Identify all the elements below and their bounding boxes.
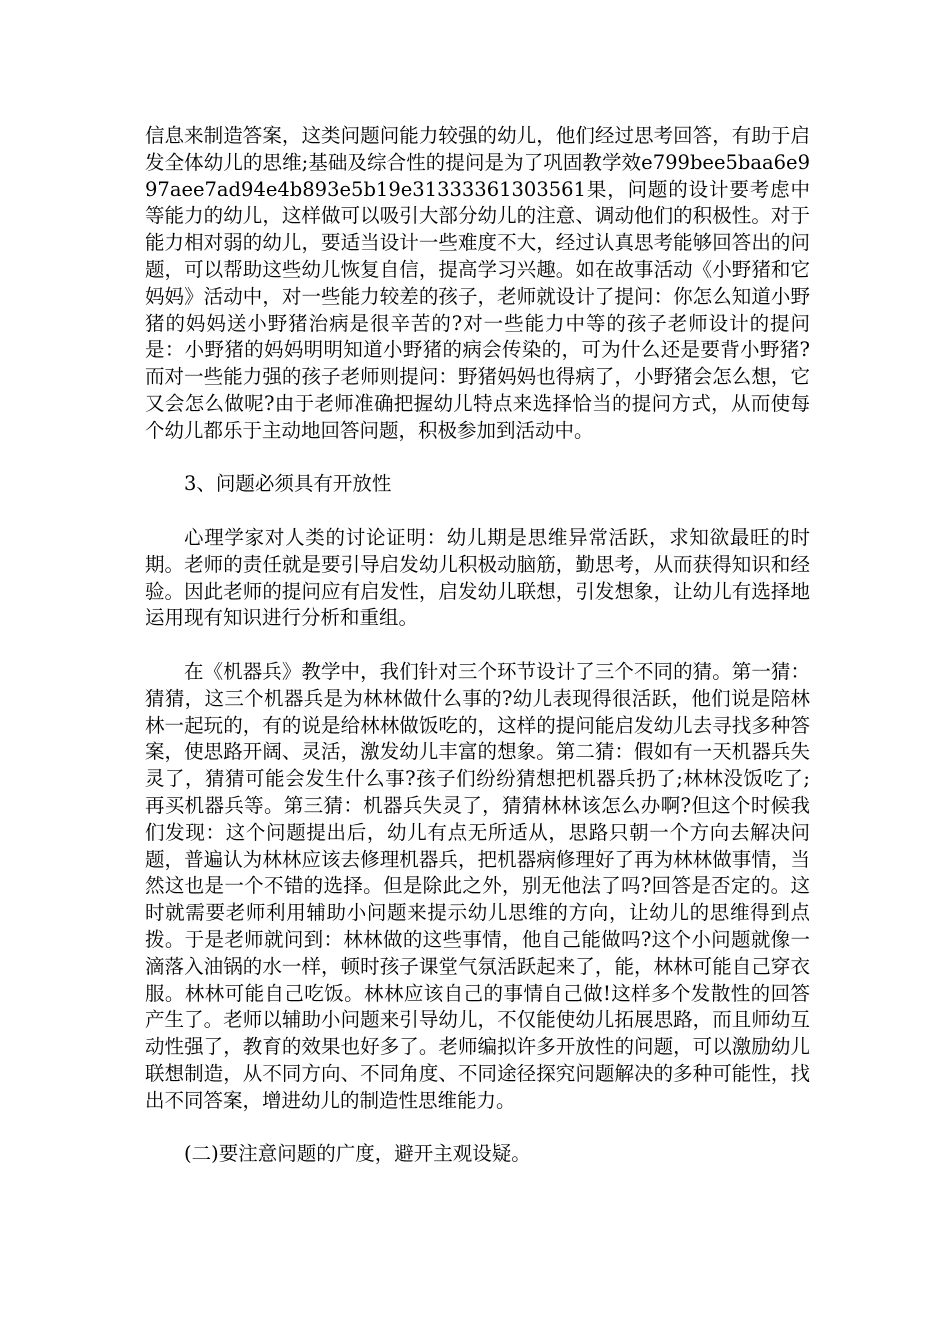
document-page <box>145 123 810 1195</box>
section-heading-2: (二)要注意问题的广度，避开主观设疑。 <box>184 1142 531 1166</box>
body-paragraph-3: 在《机器兵》教学中，我们针对三个环节设计了三个不同的猜。第一猜：猜猜，这三个机器兵是为林林做什么事的?幼儿表现得很活跃，他们说是陪林林一起玩的，有的说是给林林做饭吃的，这样的提问能启发幼儿去寻找多种答案，使思路开阔、灵活，激发幼儿丰富的想象。第二猜：假如有一天机器兵失灵了，猜猜可能会发生什么事?孩子们纷纷猜想把机器兵扔了;林林没饭吃了;再买机器兵等。第三猜：机器兵失灵了，猜猜林林该怎么办啊?但这个时候我们发现：这个问题提出后，幼儿有点无所适从，思路只朝一个方向去解决问题，普遍认为林林应该去修理机器兵，把机器病修理好了再为林林做事情，当然这也是一个不错的选择。但是除此之外，别无他法了吗?回答是否定的。这时就需要老师利用辅助小问题来提示幼儿思维的方向，让幼儿的思维得到点拨。于是老师就问到：林林做的这些事情，他自己能做吗?这个小问题就像一滴落入油锅的水一样，顿时孩子课堂气氛活跃起来了，能，林林可能自己穿衣服。林林可能自己吃饭。林林应该自己的事情自己做!这样多个发散性的回答产生了。老师以辅助小问题来引导幼儿，不仅能使幼儿拓展思路，而且师幼互动性强了，教育的效果也好多了。老师编拟许多开放性的问题，可以激励幼儿联想制造，从不同方向、不同角度、不同途径探究问题解决的多种可能性，找出不同答案，增进幼儿的制造性思维能力。 <box>145 659 810 1112</box>
body-paragraph-1: 信息来制造答案，这类问题问能力较强的幼儿，他们经过思考回答，有助于启发全体幼儿的思维;基础及综合性的提问是为了巩固教学效e799bee5baa6e997aee7ad94e4b893e5b19e31333361303561果，问题的设计要考虑中等能力的幼儿，这样做可以吸引大部分幼儿的注意、调动他们的积极性。对于能力相对弱的幼儿，要适当设计一些难度不大，经过认真思考能够回答出的问题，可以帮助这些幼儿恢复自信，提高学习兴趣。如在故事活动《小野猪和它妈妈》活动中，对一些能力较差的孩子，老师就设计了提问：你怎么知道小野猪的妈妈送小野猪治病是很辛苦的?对一些能力中等的孩子老师设计的提问是：小野猪的妈妈明明知道小野猪的病会传染的，可为什么还是要背小野猪?而对一些能力强的孩子老师则提问：野猪妈妈也得病了，小野猪会怎么想，它又会怎么做呢?由于老师准确把握幼儿特点来选择恰当的提问方式，从而使每个幼儿都乐于主动地回答问题，积极参加到活动中。 <box>145 124 810 442</box>
body-paragraph-2: 心理学家对人类的讨论证明：幼儿期是思维异常活跃，求知欲最旺的时期。老师的责任就是要引导启发幼儿积极动脑筋，勤思考，从而获得知识和经验。因此老师的提问应有启发性，启发幼儿联想，引发想象，让幼儿有选择地运用现有知识进行分析和重组。 <box>145 525 810 630</box>
section-heading-3: 3、问题必须具有开放性 <box>184 472 392 496</box>
